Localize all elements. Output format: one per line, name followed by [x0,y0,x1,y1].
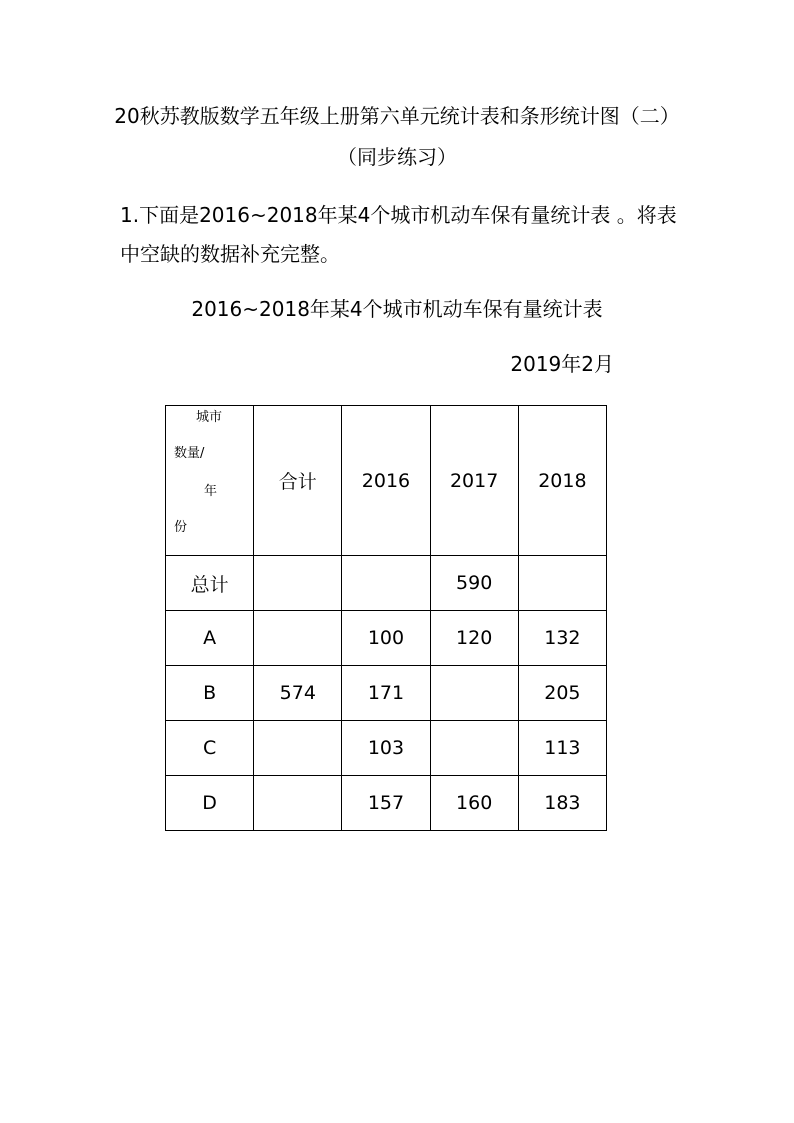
table-cell [254,556,342,611]
document-title-line-1: 20秋苏教版数学五年级上册第六单元统计表和条形统计图（二） [114,104,680,128]
table-cell [430,721,518,776]
table-cell: 100 [342,611,430,666]
row-label: C [166,721,254,776]
table-row [166,666,607,721]
column-header-2017: 2017 [430,406,518,556]
table-cell: 157 [342,776,430,831]
table-cell: 574 [254,666,342,721]
column-header-2018: 2018 [518,406,606,556]
table-title: 2016~2018年某4个城市机动车保有量统计表 [191,297,603,321]
table-cell: 171 [342,666,430,721]
table-header-row [166,406,607,556]
table-cell: 183 [518,776,606,831]
table-date: 2019年2月 [510,352,614,376]
question-text-line-1: 1.下面是2016~2018年某4个城市机动车保有量统计表 。将表 [120,203,677,227]
row-label: A [166,611,254,666]
table-cell: 113 [518,721,606,776]
row-label: B [166,666,254,721]
column-header-2016: 2016 [342,406,430,556]
table-cell [254,611,342,666]
table-cell [518,556,606,611]
table-cell [254,776,342,831]
corner-label-city: 城市 [196,410,223,425]
table-row [166,721,607,776]
question-text-line-2: 中空缺的数据补充完整。 [120,242,340,266]
vehicle-statistics-table [165,405,607,831]
column-header-total: 合计 [254,406,342,556]
row-label: 总计 [166,556,254,611]
table-row [166,611,607,666]
table-row [166,776,607,831]
table-corner-header [166,406,254,556]
corner-label-year-part2: 份 [174,520,188,535]
corner-label-quantity: 数量/ [174,446,205,461]
table-cell: 132 [518,611,606,666]
table-cell: 160 [430,776,518,831]
table-cell: 120 [430,611,518,666]
table-cell [430,666,518,721]
table-cell: 590 [430,556,518,611]
table-row [166,556,607,611]
corner-label-year-part1: 年 [204,484,218,499]
row-label: D [166,776,254,831]
table-cell: 205 [518,666,606,721]
table-cell: 103 [342,721,430,776]
table-cell [342,556,430,611]
document-title-line-2: （同步练习） [337,145,457,169]
table-cell [254,721,342,776]
